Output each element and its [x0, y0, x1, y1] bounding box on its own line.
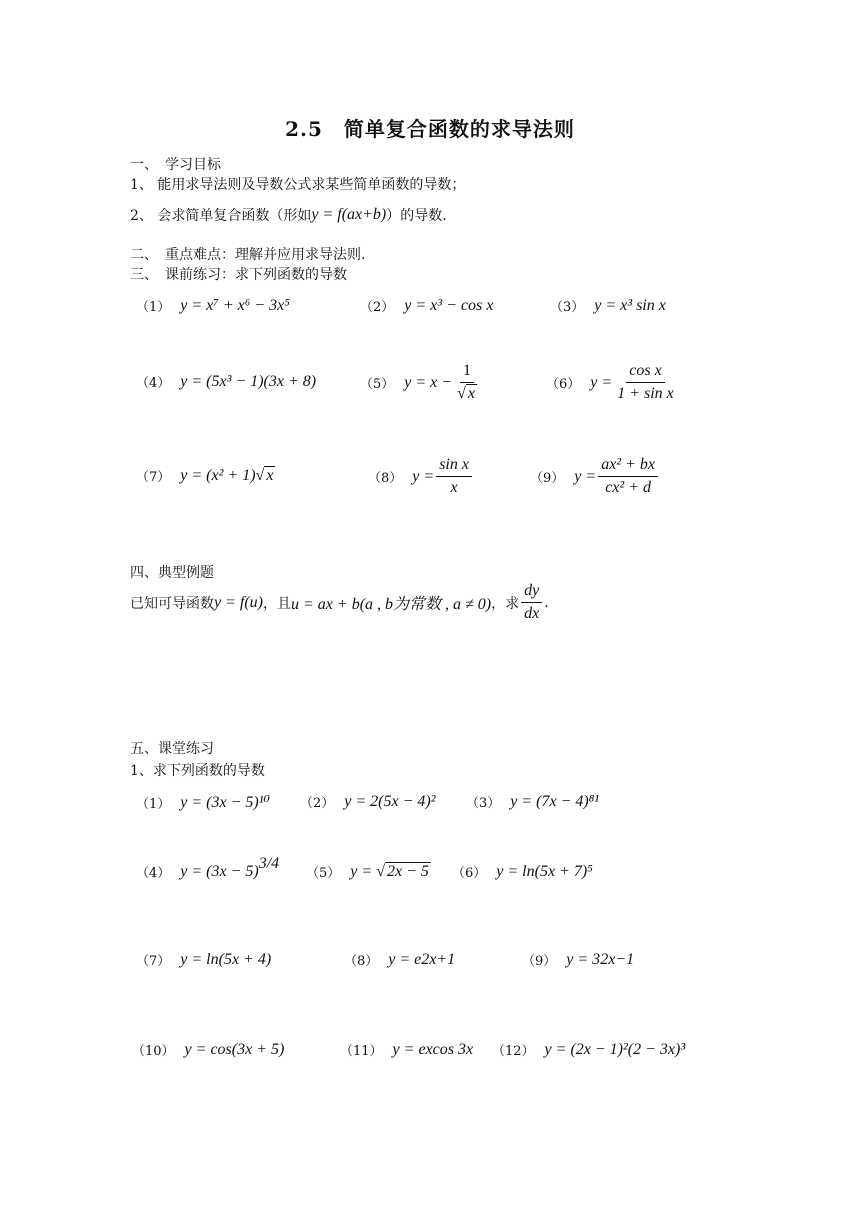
exercise-9 [530, 456, 660, 497]
practice-label: （5） [306, 866, 341, 881]
practice-formula: y = ln(5x + 7)⁵ [496, 862, 593, 880]
derivative-fraction [521, 582, 542, 623]
denominator: 1 + sin x [617, 385, 674, 402]
practice-label: （1） [136, 796, 171, 812]
practice-6 [452, 862, 593, 881]
exercise-lhs: y = x − [404, 373, 453, 391]
exercise-4 [136, 372, 316, 391]
section-4-heading: 四、典型例题 [130, 565, 214, 581]
practice-label: （11） [340, 1044, 383, 1059]
exercise-2 [360, 296, 493, 315]
sqrt-sign: √ [376, 862, 385, 880]
section-5-subheading: 1、求下列函数的导数 [130, 763, 265, 779]
practice-label: （10） [132, 1044, 175, 1059]
exponent: 2x+1 [421, 950, 456, 968]
numerator: dy [521, 582, 542, 603]
practice-4 [136, 854, 280, 881]
radicand: x [266, 467, 274, 484]
practice-formula: y = (3x − 5) [180, 862, 259, 880]
exercise-label: （7） [136, 470, 171, 485]
section-3-heading: 三、 课前练习：求下列函数的导数 [130, 267, 347, 283]
practice-7 [136, 950, 271, 969]
problem-formula-2: u = ax + b(a , b为常数 , a ≠ 0) [291, 596, 492, 613]
exponent: 2x−1 [600, 950, 635, 968]
practice-12 [492, 1040, 685, 1059]
practice-formula: y = (7x − 4)⁸¹ [510, 792, 600, 810]
goal-2-suffix: ）的导数. [386, 208, 447, 224]
goal-2-formula: y = f(ax+b) [311, 206, 387, 223]
exercise-formula: y = x³ sin x [594, 296, 666, 314]
denominator: dx [524, 605, 540, 622]
fraction [598, 456, 658, 497]
problem-prefix: 已知可导函数 [130, 595, 214, 612]
practice-10 [132, 1040, 284, 1059]
exercise-7 [136, 466, 275, 485]
practice-9 [522, 950, 634, 969]
exercise-8 [368, 456, 474, 497]
practice-label: （4） [136, 866, 171, 881]
denominator: x [450, 479, 458, 496]
section-5-heading: 五、课堂练习 [130, 741, 214, 757]
exercise-1 [136, 296, 290, 315]
fraction [454, 362, 480, 403]
practice-base: y = e [392, 1040, 426, 1058]
section-1-heading: 一、 学习目标 [130, 157, 221, 173]
fraction [614, 362, 677, 403]
practice-formula: y = (3x − 5)¹⁰ [180, 794, 270, 811]
numerator: 1 [460, 362, 474, 383]
goal-2 [130, 205, 447, 225]
practice-label: （7） [136, 954, 171, 969]
radicand: 2x − 5 [386, 863, 429, 880]
practice-label: （6） [452, 866, 487, 881]
practice-1 [136, 792, 270, 812]
exercise-formula: y = x⁷ + x⁶ − 3x⁵ [180, 296, 290, 314]
example-problem [130, 582, 549, 623]
exercise-5 [360, 362, 482, 403]
practice-3 [466, 792, 599, 811]
section-2-heading: 二、 重点难点：理解并应用求导法则. [130, 247, 366, 263]
practice-formula: y = cos(3x + 5) [184, 1040, 285, 1058]
numerator: ax² + bx [598, 456, 658, 477]
practice-label: （12） [492, 1044, 535, 1059]
practice-label: （3） [466, 796, 501, 811]
practice-8 [344, 950, 455, 969]
practice-base: y = e [388, 950, 422, 968]
practice-11 [340, 1040, 473, 1059]
exercise-lhs: y = [590, 373, 613, 391]
exercise-lhs: y = [574, 467, 597, 485]
practice-label: （9） [522, 954, 557, 969]
exercise-label: （8） [368, 471, 403, 486]
fraction [436, 456, 472, 497]
practice-5 [306, 862, 431, 881]
exercise-label: （4） [136, 376, 171, 391]
practice-lhs: y = [350, 862, 373, 880]
numerator: sin x [436, 456, 472, 477]
practice-tail: cos 3x [432, 1040, 474, 1058]
exercise-label: （9） [530, 471, 565, 486]
exercise-label: （3） [550, 300, 585, 315]
exercise-lhs: y = (x² + 1) [180, 466, 256, 484]
exercise-6 [546, 362, 679, 403]
exercise-formula: y = x³ − cos x [404, 296, 494, 314]
exercise-3 [550, 296, 666, 315]
numerator: cos x [626, 362, 664, 383]
practice-label: （8） [344, 954, 379, 969]
exercise-label: （5） [360, 377, 395, 392]
goal-2-prefix: 2、 会求简单复合函数（形如 [130, 208, 312, 224]
practice-label: （2） [300, 796, 335, 811]
exponent: x [425, 1040, 433, 1058]
exercise-label: （1） [136, 300, 171, 315]
denominator: √ x [457, 385, 475, 402]
exercise-formula: y = (5x³ − 1)(3x + 8) [180, 372, 317, 390]
denominator: cx² + d [605, 479, 651, 496]
problem-formula-1: y = f(u) [214, 593, 263, 611]
practice-base: y = 3 [566, 950, 601, 968]
problem-mid: ，且 [263, 595, 291, 612]
problem-ask: ，求 [491, 595, 520, 612]
practice-formula: y = (2x − 1)²(2 − 3x)³ [544, 1040, 686, 1058]
exercise-label: （2） [360, 300, 395, 315]
problem-end: . [544, 594, 549, 611]
radicand: x [467, 385, 475, 402]
practice-formula: y = ln(5x + 4) [180, 950, 272, 968]
exponent: 3/4 [258, 854, 280, 872]
sqrt-sign: √ [255, 466, 265, 484]
page-title: 2.5 简单复合函数的求导法则 [285, 117, 575, 141]
exercise-label: （6） [546, 377, 581, 392]
exercise-lhs: y = [412, 467, 435, 485]
practice-2 [300, 792, 436, 811]
goal-1: 1、 能用求导法则及导数公式求某些简单函数的导数； [130, 177, 466, 193]
practice-formula: y = 2(5x − 4)² [344, 792, 436, 810]
